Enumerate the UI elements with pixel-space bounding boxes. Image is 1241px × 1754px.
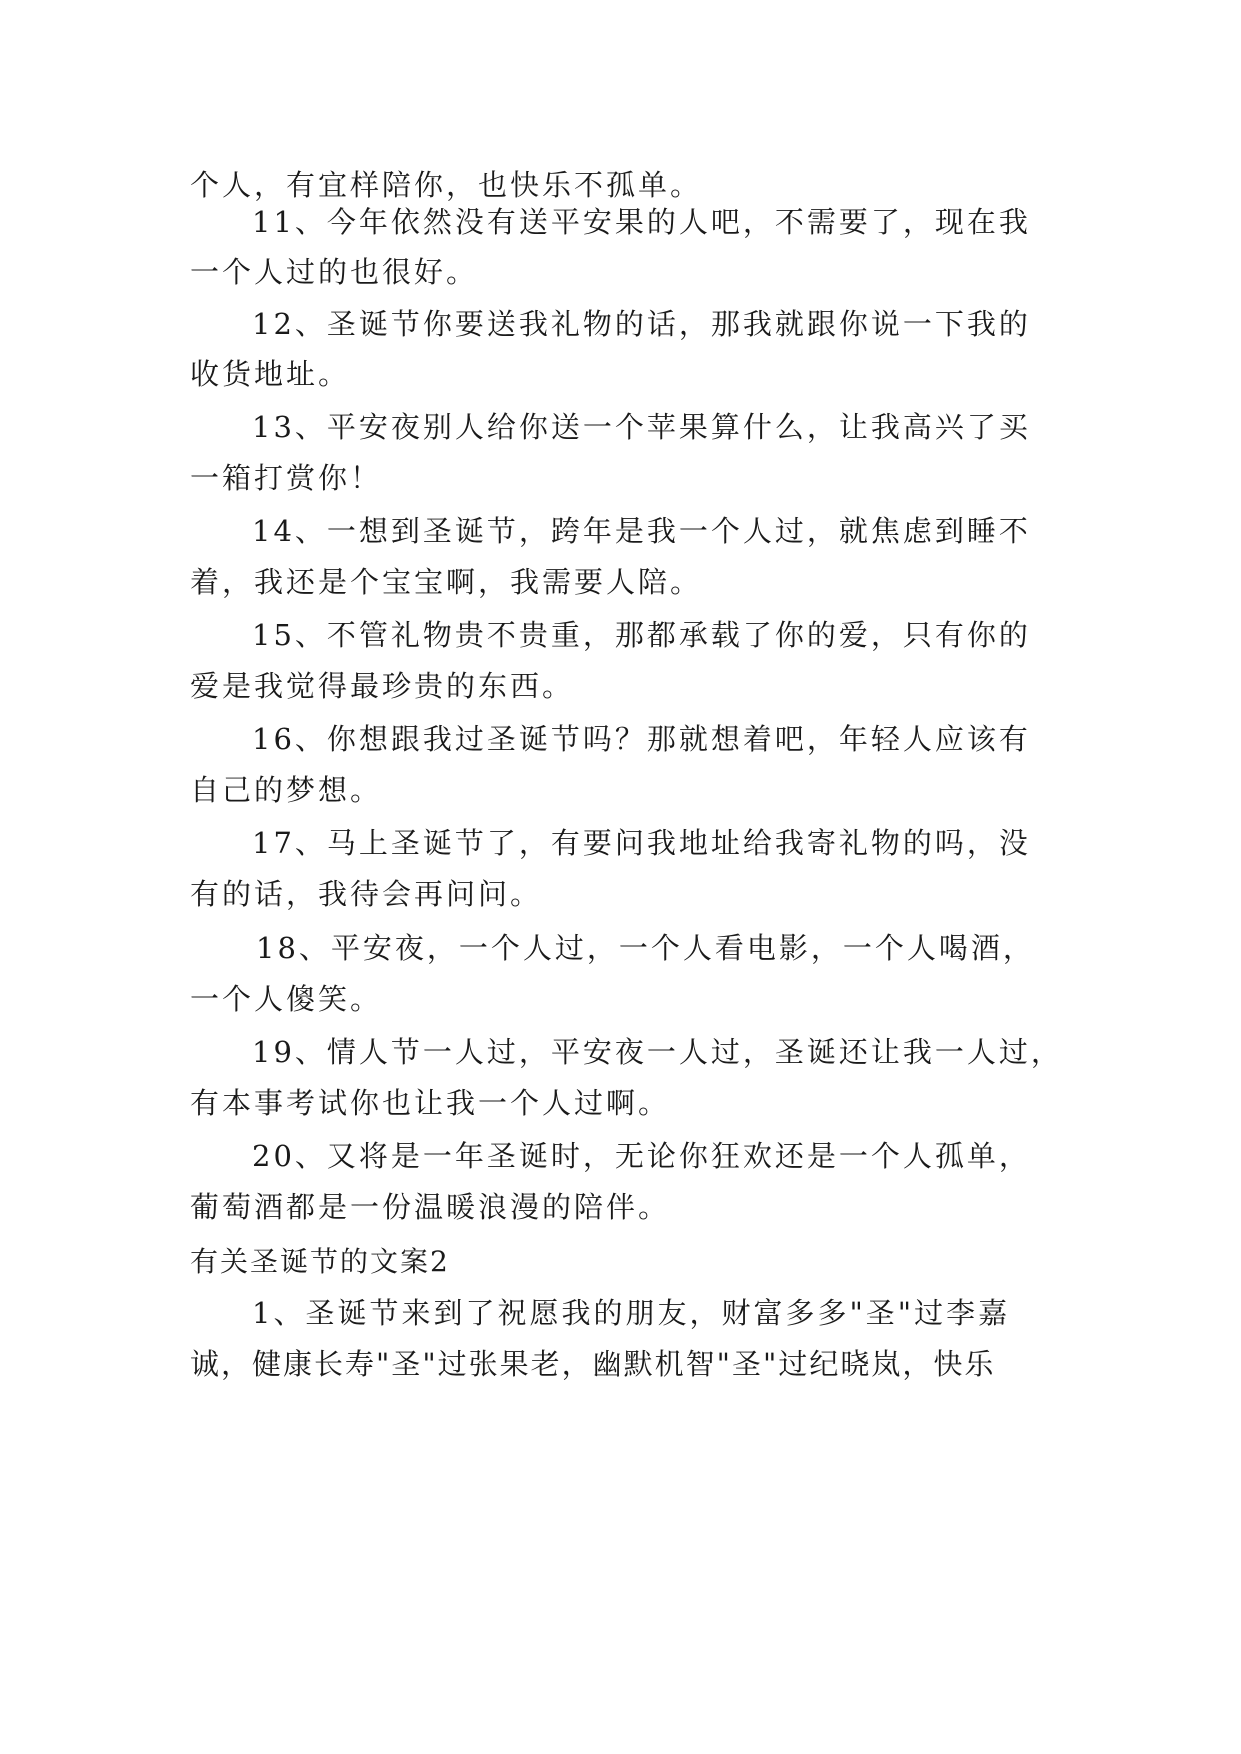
list-item-20-line-2: 葡萄酒都是一份温暖浪漫的陪伴。 — [190, 1190, 671, 1224]
section-heading: 有关圣诞节的文案2 — [190, 1245, 450, 1278]
list-item-1-line-2: 诚，健康长寿"圣"过张果老，幽默机智"圣"过纪晓岚，快乐 — [190, 1347, 996, 1381]
list-item-11-line-2: 一个人过的也很好。 — [190, 255, 479, 289]
list-item-17-line-1: 17、马上圣诞节了，有要问我地址给我寄礼物的吗，没 — [252, 826, 1031, 860]
list-item-16-line-1: 16、你想跟我过圣诞节吗？那就想着吧，年轻人应该有 — [252, 722, 1031, 756]
list-item-13-line-2: 一箱打赏你！ — [190, 461, 383, 495]
list-item-14-line-2: 着，我还是个宝宝啊，我需要人陪。 — [190, 565, 703, 599]
list-item-19-line-1: 19、情人节一人过，平安夜一人过，圣诞还让我一人过， — [252, 1035, 1063, 1069]
list-item-16-line-2: 自己的梦想。 — [190, 773, 383, 807]
text-line: 个人，有宜样陪你，也快乐不孤单。 — [190, 168, 703, 202]
list-item-1-line-1: 1、圣诞节来到了祝愿我的朋友，财富多多"圣"过李嘉 — [252, 1296, 1011, 1330]
list-item-20-line-1: 20、又将是一年圣诞时，无论你狂欢还是一个人孤单， — [252, 1139, 1031, 1173]
list-item-11-line-1: 11、今年依然没有送平安果的人吧，不需要了，现在我 — [252, 205, 1031, 239]
list-item-19-line-2: 有本事考试你也让我一个人过啊。 — [190, 1086, 671, 1120]
list-item-17-line-2: 有的话，我待会再问问。 — [190, 877, 543, 911]
list-item-12-line-2: 收货地址。 — [190, 357, 351, 391]
list-item-15-line-2: 爱是我觉得最珍贵的东西。 — [190, 669, 575, 703]
list-item-18-line-2: 一个人傻笑。 — [190, 982, 383, 1016]
list-item-12-line-1: 12、圣诞节你要送我礼物的话，那我就跟你说一下我的 — [252, 307, 1031, 341]
list-item-15-line-1: 15、不管礼物贵不贵重，那都承载了你的爱，只有你的 — [252, 618, 1031, 652]
list-item-14-line-1: 14、一想到圣诞节，跨年是我一个人过，就焦虑到睡不 — [252, 514, 1031, 548]
list-item-13-line-1: 13、平安夜别人给你送一个苹果算什么，让我高兴了买 — [252, 410, 1031, 444]
list-item-18-line-1: 18、平安夜，一个人过，一个人看电影，一个人喝酒， — [256, 931, 1035, 965]
